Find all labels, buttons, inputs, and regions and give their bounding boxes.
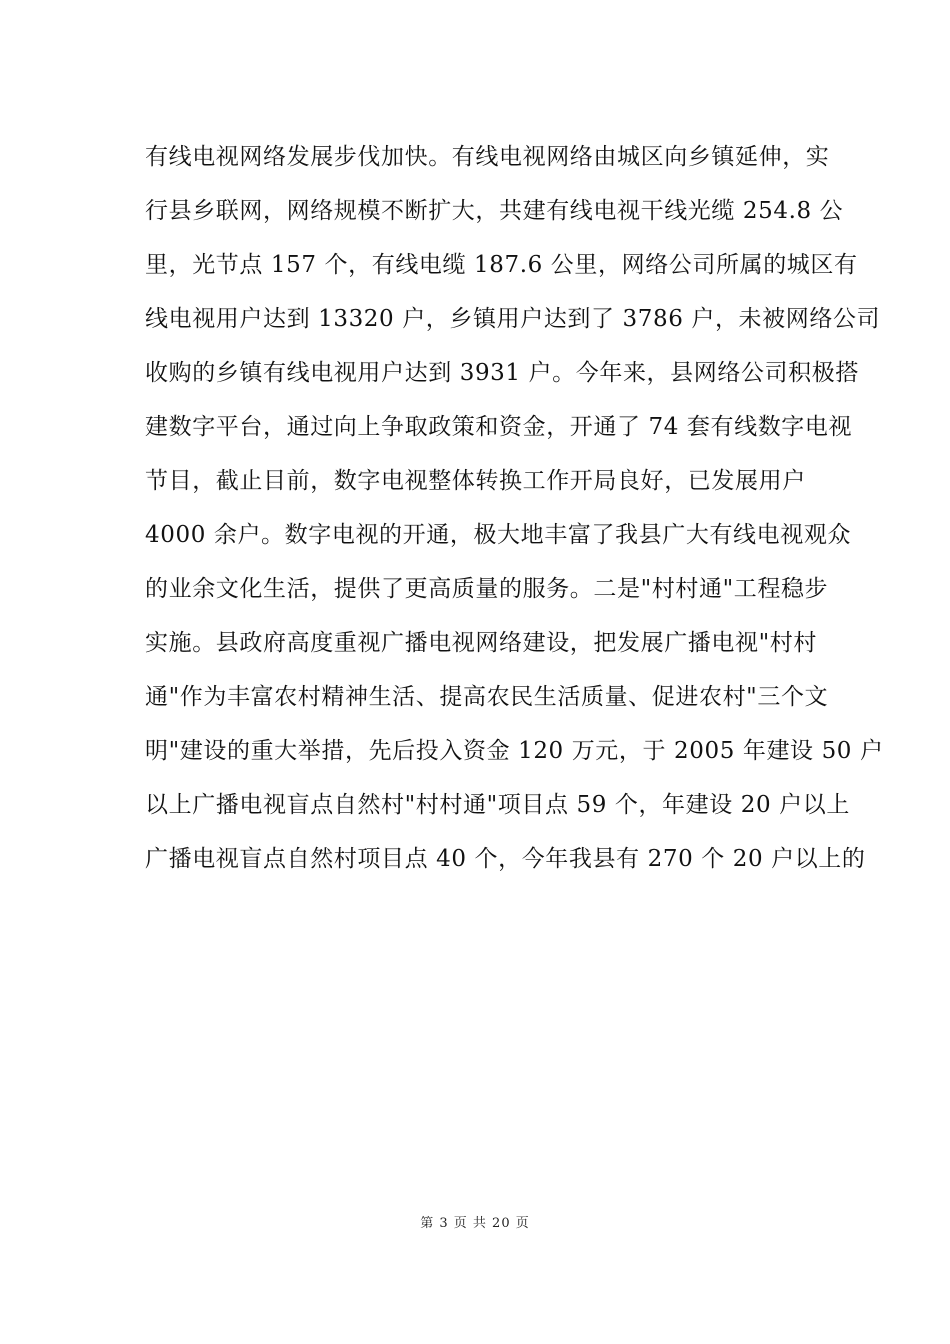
text-line: 通"作为丰富农村精神生活、提高农民生活质量、促进农村"三个文 — [145, 684, 829, 710]
text-line: 收购的乡镇有线电视用户达到 3931 户。今年来，县网络公司积极搭 — [145, 360, 859, 386]
text-line: 明"建设的重大举措，先后投入资金 120 万元，于 2005 年建设 50 户 — [145, 738, 884, 764]
page-number-footer: 第 3 页 共 20 页 — [420, 1216, 530, 1231]
text-line: 里，光节点 157 个，有线电缆 187.6 公里，网络公司所属的城区有 — [145, 252, 858, 278]
text-line: 以上广播电视盲点自然村"村村通"项目点 59 个，年建设 20 户以上 — [145, 792, 850, 818]
text-line: 的业余文化生活，提供了更高质量的服务。二是"村村通"工程稳步 — [145, 576, 829, 602]
text-line: 线电视用户达到 13320 户，乡镇用户达到了 3786 户，未被网络公司 — [145, 306, 881, 332]
text-line: 有线电视网络发展步伐加快。有线电视网络由城区向乡镇延伸，实 — [145, 144, 830, 170]
text-line: 建数字平台，通过向上争取政策和资金，开通了 74 套有线数字电视 — [145, 414, 853, 440]
text-line: 实施。县政府高度重视广播电视网络建设，把发展广播电视"村村 — [145, 630, 817, 656]
text-line: 节目，截止目前，数字电视整体转换工作开局良好，已发展用户 — [145, 468, 806, 494]
text-line: 行县乡联网，网络规模不断扩大，共建有线电视干线光缆 254.8 公 — [145, 198, 844, 224]
text-line: 4000 余户。数字电视的开通，极大地丰富了我县广大有线电视观众 — [145, 522, 852, 548]
text-line: 广播电视盲点自然村项目点 40 个，今年我县有 270 个 20 户以上的 — [145, 846, 866, 872]
body-text — [145, 130, 884, 886]
